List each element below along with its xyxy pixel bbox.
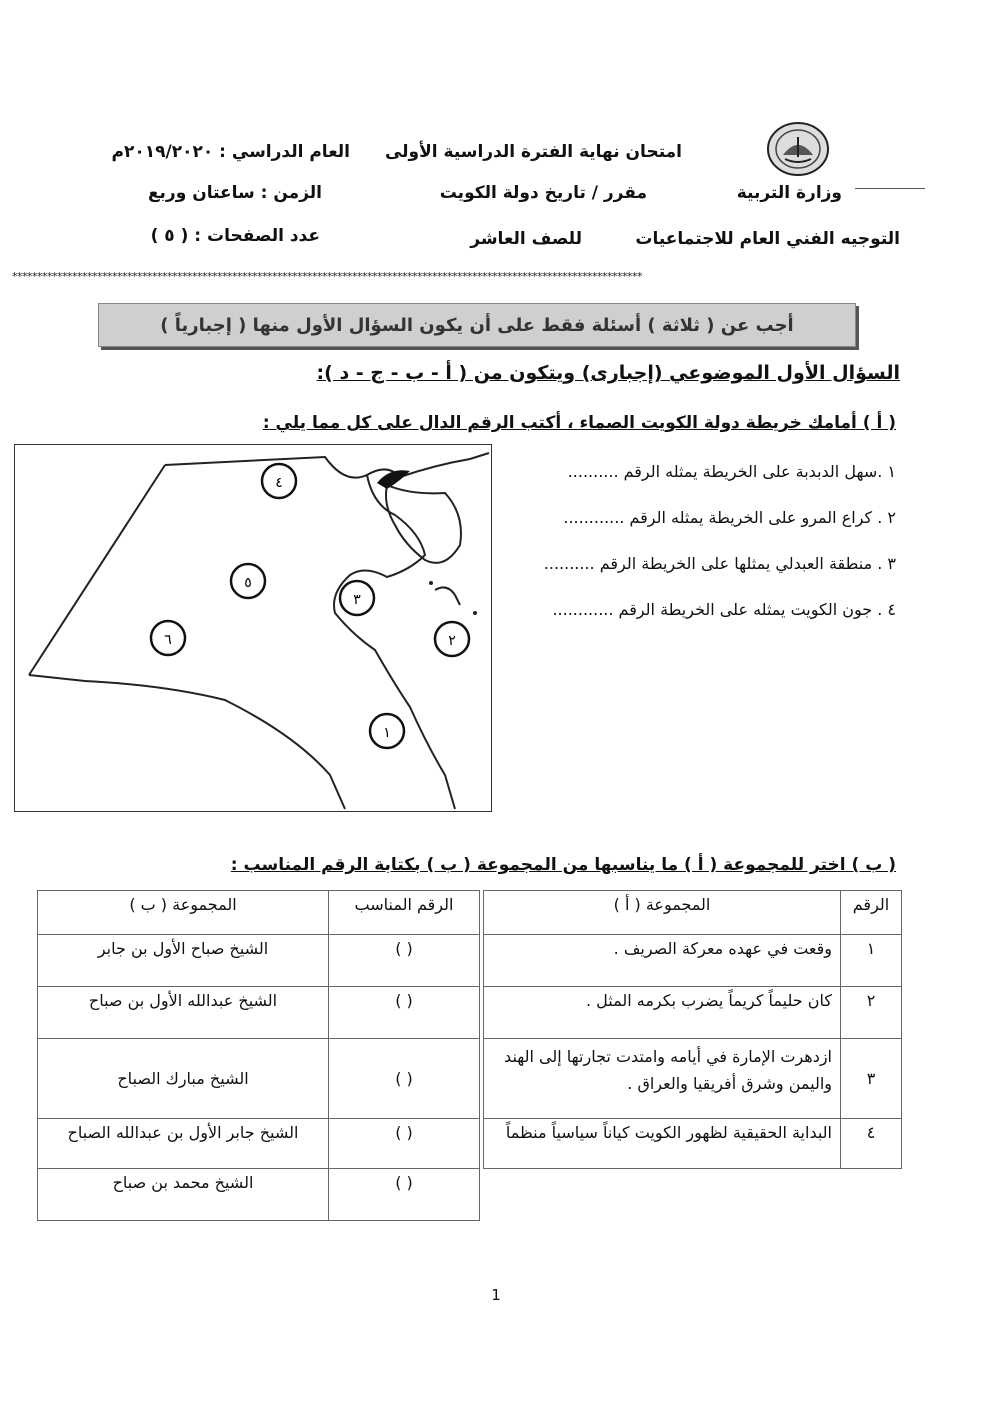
map-marker-label: ٣ bbox=[353, 592, 361, 608]
table-header-row bbox=[484, 891, 902, 935]
map-question-4: ٤ . جون الكويت يمثله على الخريطة الرقم ............ bbox=[552, 600, 896, 619]
map-question-1: ١ .سهل الدبدبة على الخريطة يمثله الرقم .......... bbox=[567, 462, 896, 481]
divider bbox=[855, 188, 925, 189]
table-row bbox=[484, 935, 902, 987]
map-marker-label: ٢ bbox=[448, 633, 456, 649]
map-marker-label: ٦ bbox=[164, 632, 172, 648]
map-marker-6 bbox=[148, 618, 188, 662]
course-name: مقرر / تاريخ دولة الكويت bbox=[439, 183, 647, 203]
ministry-emblem bbox=[763, 121, 833, 185]
table-header-row bbox=[38, 891, 480, 935]
header-group-b: المجموعة ( ب ) bbox=[38, 891, 329, 935]
group-b-name: الشيخ محمد بن صباح bbox=[38, 1169, 329, 1221]
star-separator: ****************************************************************************************************************************** bbox=[12, 270, 642, 283]
table-row bbox=[484, 987, 902, 1039]
map-marker-2 bbox=[432, 619, 472, 663]
academic-year: العام الدراسي : ٢٠١٩/٢٠٢٠م bbox=[111, 142, 350, 162]
answer-blank[interactable]: ( ) bbox=[329, 1119, 480, 1169]
map-outline bbox=[15, 445, 491, 811]
map-marker-label: ١ bbox=[383, 725, 391, 741]
row-number: ٢ bbox=[841, 987, 902, 1039]
group-a-text: وقعت في عهده معركة الصريف . bbox=[484, 935, 841, 987]
group-b-name: الشيخ صباح الأول بن جابر bbox=[38, 935, 329, 987]
row-number: ٤ bbox=[841, 1119, 902, 1169]
exam-title: امتحان نهاية الفترة الدراسية الأولى bbox=[384, 142, 682, 162]
page-number: 1 bbox=[491, 1286, 501, 1304]
table-row bbox=[38, 1169, 480, 1221]
header-num: الرقم bbox=[841, 891, 902, 935]
map-question-2: ٢ . كراع المرو على الخريطة يمثله الرقم ............ bbox=[563, 508, 896, 527]
answer-blank[interactable]: ( ) bbox=[329, 987, 480, 1039]
ministry-name: وزارة التربية bbox=[736, 183, 842, 203]
row-number: ١ bbox=[841, 935, 902, 987]
map-marker-1 bbox=[367, 711, 407, 755]
group-b-name: الشيخ جابر الأول بن عبدالله الصباح bbox=[38, 1119, 329, 1169]
part-b-prompt: ( ب ) اختر للمجموعة ( أ ) ما يناسبها من المجموعة ( ب ) بكتابة الرقم المناسب : bbox=[230, 855, 896, 875]
grade-level: للصف العاشر bbox=[470, 229, 582, 249]
table-row bbox=[484, 1039, 902, 1119]
map-question-3: ٣ . منطقة العبدلي يمثلها على الخريطة الرقم .......... bbox=[543, 554, 896, 573]
group-a-text: البداية الحقيقية لظهور الكويت كياناً سياسياً منظماً bbox=[484, 1119, 841, 1169]
group-b-name: الشيخ مبارك الصباح bbox=[38, 1039, 329, 1119]
group-a-text: كان حليماً كريماً يضرب بكرمه المثل . bbox=[484, 987, 841, 1039]
department-name: التوجيه الفني العام للاجتماعيات bbox=[635, 229, 900, 249]
map-marker-label: ٥ bbox=[244, 575, 252, 591]
page-count: عدد الصفحات : ( ٥ ) bbox=[150, 226, 320, 246]
answer-blank[interactable]: ( ) bbox=[329, 1039, 480, 1119]
answer-blank[interactable]: ( ) bbox=[329, 935, 480, 987]
header-match: الرقم المناسب bbox=[329, 891, 480, 935]
group-a-text: ازدهرت الإمارة في أيامه وامتدت تجارتها إلى الهند واليمن وشرق أفريقيا والعراق . bbox=[484, 1039, 841, 1119]
table-row bbox=[484, 1119, 902, 1169]
exam-time: الزمن : ساعتان وربع bbox=[147, 183, 322, 203]
question1-title: السؤال الأول الموضوعي (إجبارى) ويتكون من ( أ - ب - ج - د ): bbox=[316, 362, 900, 384]
map-marker-3 bbox=[337, 578, 377, 622]
table-row bbox=[38, 987, 480, 1039]
table-row bbox=[38, 1119, 480, 1169]
table-row bbox=[38, 1039, 480, 1119]
row-number: ٣ bbox=[841, 1039, 902, 1119]
map-marker-5 bbox=[228, 561, 268, 605]
group-a-table bbox=[483, 890, 902, 1169]
header-group-a: المجموعة ( أ ) bbox=[484, 891, 841, 935]
group-b-table bbox=[37, 890, 480, 1221]
map-marker-label: ٤ bbox=[275, 475, 283, 491]
instruction-banner: أجب عن ( ثلاثة ) أسئلة فقط على أن يكون السؤال الأول منها ( إجبارياً ) bbox=[98, 303, 856, 347]
group-b-name: الشيخ عبدالله الأول بن صباح bbox=[38, 987, 329, 1039]
answer-blank[interactable]: ( ) bbox=[329, 1169, 480, 1221]
map-marker-4 bbox=[259, 461, 299, 505]
table-row bbox=[38, 935, 480, 987]
part-a-prompt: ( أ ) أمامك خريطة دولة الكويت الصماء ، أكتب الرقم الدال على كل مما يلي : bbox=[262, 413, 896, 433]
kuwait-map bbox=[14, 444, 492, 812]
